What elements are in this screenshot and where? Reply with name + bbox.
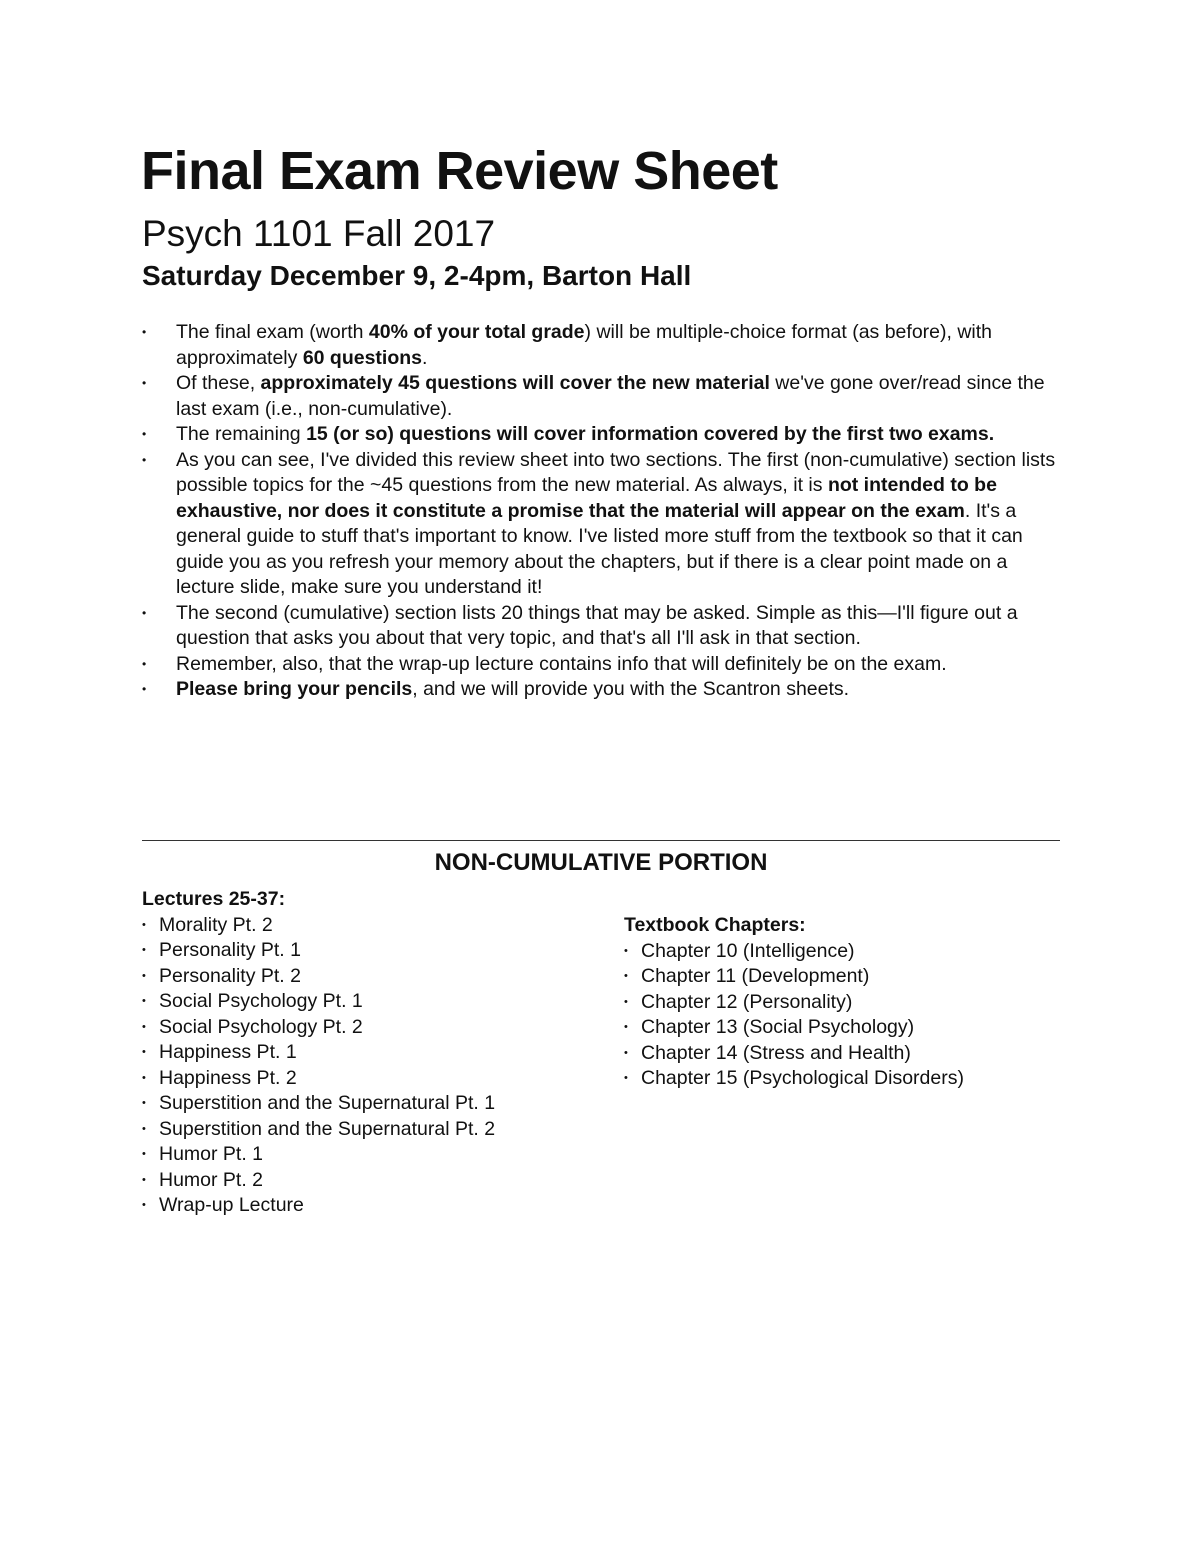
chapter-item	[624, 964, 1064, 990]
exam-dateline: Saturday December 9, 2-4pm, Barton Hall	[142, 260, 692, 291]
page-title: Final Exam Review Sheet	[141, 141, 778, 201]
bullet-icon: •	[142, 427, 147, 441]
lecture-item-label: Morality Pt. 2	[159, 913, 273, 936]
text-run: , and we will provide you with the Scantron sheets.	[412, 678, 850, 700]
text-run: The second (cumulative) section lists 20 things that may be asked. Simple as this—I'll figure out a question that asks you about that very topic, and that's all I'll ask in that section.	[176, 601, 1018, 649]
lecture-item	[142, 1193, 582, 1219]
text-run: The remaining	[176, 423, 307, 445]
bullet-icon: •	[142, 944, 146, 956]
bullet-icon: •	[142, 995, 146, 1007]
bullet-icon: •	[624, 944, 628, 957]
text-run: ) will be multiple-choice format (as before), with approximately	[176, 321, 993, 369]
intro-bullet-list	[142, 320, 1062, 703]
chapter-item	[624, 1041, 1064, 1067]
bullet-icon: •	[142, 325, 147, 339]
bullet-icon: •	[142, 1148, 146, 1160]
bullet-icon: •	[142, 376, 147, 390]
bullet-icon: •	[624, 1072, 628, 1084]
bold-text: 15 (or so) questions will cover information covered by the first two exams.	[306, 423, 995, 445]
lecture-item-label: Social Psychology Pt. 2	[159, 1015, 363, 1038]
textbook-list	[624, 939, 1064, 1092]
lecture-item-label: Superstition and the Supernatural Pt. 1	[159, 1092, 496, 1114]
text-run: we've gone over/read since the last exam (i.e., non-cumulative).	[176, 372, 1045, 420]
lectures-list	[142, 913, 582, 1219]
text-run: As you can see, I've divided this review sheet into two sections. The first (non-cumulative) section lists possible topics for the ~45 questions from the new material. As always, it is	[176, 448, 1056, 496]
bold-text: not intended to be exhaustive, nor does it constitute a promise that the material will appear on the exam	[176, 474, 997, 522]
lecture-item-label: Happiness Pt. 1	[159, 1041, 297, 1063]
lecture-item-label: Superstition and the Supernatural Pt. 2	[159, 1117, 496, 1140]
bold-text: approximately 45 questions will cover the new material	[260, 372, 770, 394]
lecture-item-label: Happiness Pt. 2	[159, 1066, 297, 1089]
lecture-item-label: Personality Pt. 1	[159, 939, 301, 961]
bold-text: 60 questions	[302, 346, 423, 369]
lecture-item	[142, 1142, 582, 1168]
bullet-icon: •	[142, 682, 147, 696]
chapter-item-label: Chapter 12 (Personality)	[641, 990, 853, 1013]
bullet-icon: •	[142, 1097, 146, 1109]
text-run: Remember, also, that the wrap-up lecture contains info that will definitely be on the exam.	[176, 652, 947, 675]
textbook-column	[624, 913, 1064, 1092]
lectures-column	[142, 887, 582, 1219]
lecture-item	[142, 1117, 582, 1143]
bullet-icon: •	[624, 1021, 628, 1033]
lecture-item-label: Wrap-up Lecture	[159, 1194, 304, 1216]
chapter-item-label: Chapter 15 (Psychological Disorders)	[641, 1067, 964, 1089]
bullet-icon: •	[142, 452, 147, 467]
section-title: NON-CUMULATIVE PORTION	[434, 849, 768, 876]
text-run: Of these,	[176, 372, 261, 394]
lecture-item	[142, 1015, 582, 1041]
text-run: . It's a general guide to stuff that's important to know. I've listed more stuff from the textbook so that it can guide you as you refresh your memory about the chapters, but if there is a clear point made on a lecture slide, make sure you understand it!	[176, 499, 1023, 598]
bullet-icon: •	[142, 1046, 146, 1058]
chapter-item	[624, 1015, 1064, 1041]
lecture-item	[142, 964, 582, 990]
bold-text: Please bring your pencils	[176, 678, 413, 700]
bullet-icon: •	[142, 1071, 146, 1084]
chapter-item-label: Chapter 13 (Social Psychology)	[641, 1016, 915, 1038]
lecture-item	[142, 989, 582, 1015]
bullet-icon: •	[142, 1020, 146, 1033]
chapter-item	[624, 1066, 1064, 1092]
lecture-item-label: Social Psychology Pt. 1	[159, 990, 363, 1012]
chapter-item-label: Chapter 11 (Development)	[641, 965, 870, 987]
lectures-heading: Lectures 25-37:	[142, 888, 286, 910]
intro-bullet-item	[142, 601, 1062, 652]
chapter-item	[624, 990, 1064, 1016]
text-run: .	[422, 346, 428, 369]
bullet-icon: •	[142, 918, 146, 931]
bullet-icon: •	[142, 1122, 146, 1135]
section-divider	[142, 840, 1060, 841]
bullet-icon: •	[142, 656, 147, 671]
intro-bullet-item	[142, 371, 1062, 422]
bullet-icon: •	[142, 1173, 146, 1186]
intro-bullet-item	[142, 422, 1062, 448]
chapter-item-label: Chapter 14 (Stress and Health)	[641, 1041, 911, 1064]
text-run: The final exam (worth	[176, 321, 369, 343]
course-subtitle: Psych 1101 Fall 2017	[142, 213, 496, 254]
lecture-item	[142, 1040, 582, 1066]
bold-text: 40% of your total grade	[368, 321, 585, 343]
bullet-icon: •	[624, 995, 628, 1008]
intro-bullet-item	[142, 652, 1062, 678]
lecture-item-label: Humor Pt. 2	[159, 1168, 264, 1191]
chapter-item-label: Chapter 10 (Intelligence)	[641, 939, 855, 962]
intro-bullet-item	[142, 448, 1062, 601]
lecture-item	[142, 913, 582, 939]
lecture-item	[142, 1168, 582, 1194]
lecture-item	[142, 938, 582, 964]
lecture-item-label: Personality Pt. 2	[159, 964, 301, 987]
bullet-icon: •	[142, 969, 146, 982]
lecture-item	[142, 1091, 582, 1117]
bullet-icon: •	[142, 605, 147, 620]
bullet-icon: •	[142, 1199, 146, 1211]
lecture-item	[142, 1066, 582, 1092]
intro-bullet-item	[142, 677, 1062, 703]
bullet-icon: •	[624, 970, 628, 982]
lecture-item-label: Humor Pt. 1	[159, 1143, 264, 1165]
chapter-item	[624, 939, 1064, 965]
textbook-heading: Textbook Chapters:	[624, 914, 806, 936]
intro-bullet-item	[142, 320, 1062, 371]
bullet-icon: •	[624, 1046, 628, 1059]
